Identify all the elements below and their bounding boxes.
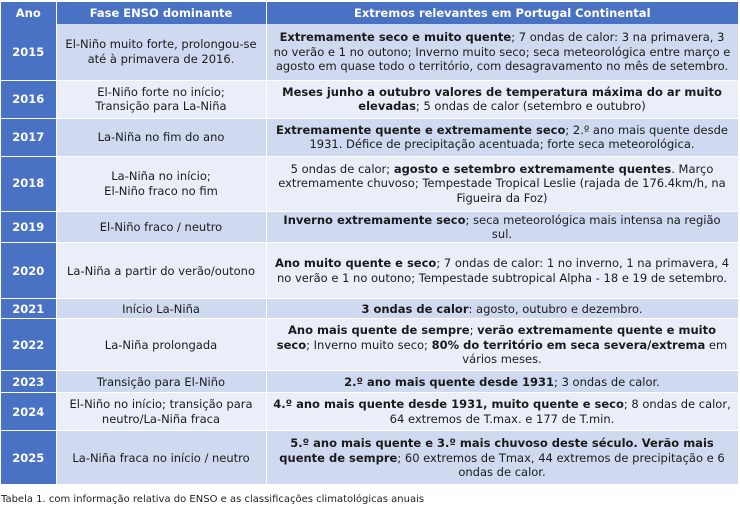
year-cell: 2020 [1,243,56,299]
extreme-text: 5 ondas de calor; [290,161,394,176]
phase-line: La-Niña fraca no início / neutro [72,450,250,465]
extreme-highlight: agosto e setembro extremamente quentes [393,161,672,176]
phase-cell [56,211,266,243]
header-fase: Fase ENSO dominante [56,2,266,24]
phase-cell [56,299,266,319]
extremes-cell [266,299,738,319]
table-row [1,211,738,243]
year-cell: 2023 [1,371,56,393]
extreme-text: ; 60 extremos de Tmax, 44 extremos de precipitação e 6 ondas de calor. [397,450,725,480]
phase-line: neutro/La-Niña fraca [101,411,221,426]
extreme-highlight: Meses junho a outubro valores de temperatura máxima do ar muito elevadas [282,84,722,113]
phase-cell [56,319,266,371]
extreme-text: ; seca meteorológica mais intensa na região sul. [465,212,721,241]
extremes-cell [266,371,738,393]
extremes-cell [266,319,738,371]
extreme-highlight: 5.º ano mais quente e 3.º mais chuvoso deste século. Verão mais quente de sempre [279,436,714,465]
phase-cell [56,118,266,156]
year-cell: 2025 [1,431,56,485]
extreme-highlight: verão extremamente quente e muito seco [276,323,716,352]
extreme-text: ; 5 ondas de calor (setembro e outubro) [415,99,646,113]
extremes-cell [266,118,738,156]
header-ano: Ano [1,2,56,24]
phase-line: El-Niño no início; transição para [69,397,253,412]
extreme-text: ; [469,323,478,338]
extreme-text: ; 2.º ano mais quente desde 1931. Défice de precipitação acentuada; forte seca meteorológica. [309,122,728,151]
extreme-highlight: Inverno extremamente seco [283,212,466,227]
extreme-highlight: Extremamente quente e extremamente seco [276,122,566,137]
extreme-text: ; Inverno muito seco; [306,337,432,352]
year-cell: 2018 [1,156,56,211]
table-row [1,80,738,118]
table-row [1,156,738,211]
extreme-highlight: 4.º ano mais quente desde 1931, muito quente e seco [273,397,624,412]
phase-line: El-Niño fraco no fim [104,183,218,198]
extreme-highlight: 3 ondas de calor [361,301,469,316]
phase-line: El-Niño muito forte, prolongou-se [65,37,257,52]
table-row [1,24,738,80]
phase-line: Transição para La-Niña [95,99,227,113]
extreme-text: ; 8 ondas de calor, 64 extremos de T.max. e 177 de T.min. [389,397,731,426]
phase-line: El-Niño fraco / neutro [99,219,223,234]
extreme-highlight: Extremamente seco e muito quente [279,30,512,45]
phase-cell [56,393,266,431]
table-header-row [1,2,738,24]
phase-line: La-Niña no início; [111,169,211,184]
table-caption: Tabela 1. com informação relativa do ENSO e as classificações climatológicas anuais [1,494,425,505]
extreme-highlight: Ano muito quente e seco [274,256,437,271]
year-cell: 2015 [1,24,56,80]
extremes-cell [266,80,738,118]
table-row [1,118,738,156]
extreme-text: : agosto, outubro e dezembro. [468,301,643,316]
enso-table [1,2,739,485]
table-body [1,24,738,485]
year-cell: 2019 [1,211,56,243]
table-row [1,243,738,299]
year-cell: 2022 [1,319,56,371]
extreme-highlight: 2.º ano mais quente desde 1931 [344,374,555,389]
extreme-text: . Março extremamente chuvoso; Tempestade Tropical Leslie (rajada de 176.4km/h, na Figueira da Foz) [278,161,726,205]
table-row [1,431,738,485]
phase-cell [56,431,266,485]
table-row [1,371,738,393]
extremes-cell [266,24,738,80]
phase-line: Transição para El-Niño [96,374,226,389]
extreme-text: ; 7 ondas de calor: 1 no inverno, 1 na primavera, 4 no verão e 1 no outono; Tempestade subtropical Alpha - 18 e 19 de setembro. [277,256,730,285]
extremes-cell [266,393,738,431]
phase-line: La-Niña a partir do verão/outono [66,263,255,278]
extremes-cell [266,211,738,243]
extreme-text: em vários meses. [462,337,728,367]
extreme-text: ; 7 ondas de calor: 3 na primavera, 3 no verão e 1 no outono; Inverno muito seco; seca meteorológica entre março e agosto em quase todo o território, com desagravamento no mês de setembro. [273,30,731,73]
table-row [1,393,738,431]
phase-cell [56,371,266,393]
year-cell: 2021 [1,299,56,319]
phase-line: Início La-Niña [122,301,200,316]
year-cell: 2017 [1,118,56,156]
phase-line: La-Niña prolongada [104,337,218,352]
extreme-highlight: Ano mais quente de sempre [288,323,470,338]
phase-cell [56,24,266,80]
header-extremos: Extremos relevantes em Portugal Continental [266,2,738,24]
extremes-cell [266,431,738,485]
year-cell: 2016 [1,80,56,118]
year-cell: 2024 [1,393,56,431]
phase-cell [56,243,266,299]
extremes-cell [266,156,738,211]
phase-cell [56,80,266,118]
extreme-highlight: 80% do território em seca severa/extrema [431,337,706,352]
extreme-text: ; 3 ondas de calor. [554,374,660,389]
table-row [1,299,738,319]
phase-line: El-Niño forte no início; [97,84,225,99]
phase-line: La-Niña no fim do ano [97,129,225,144]
extremes-cell [266,243,738,299]
phase-cell [56,156,266,211]
phase-line: até à primavera de 2016. [87,51,235,66]
table-row [1,319,738,371]
